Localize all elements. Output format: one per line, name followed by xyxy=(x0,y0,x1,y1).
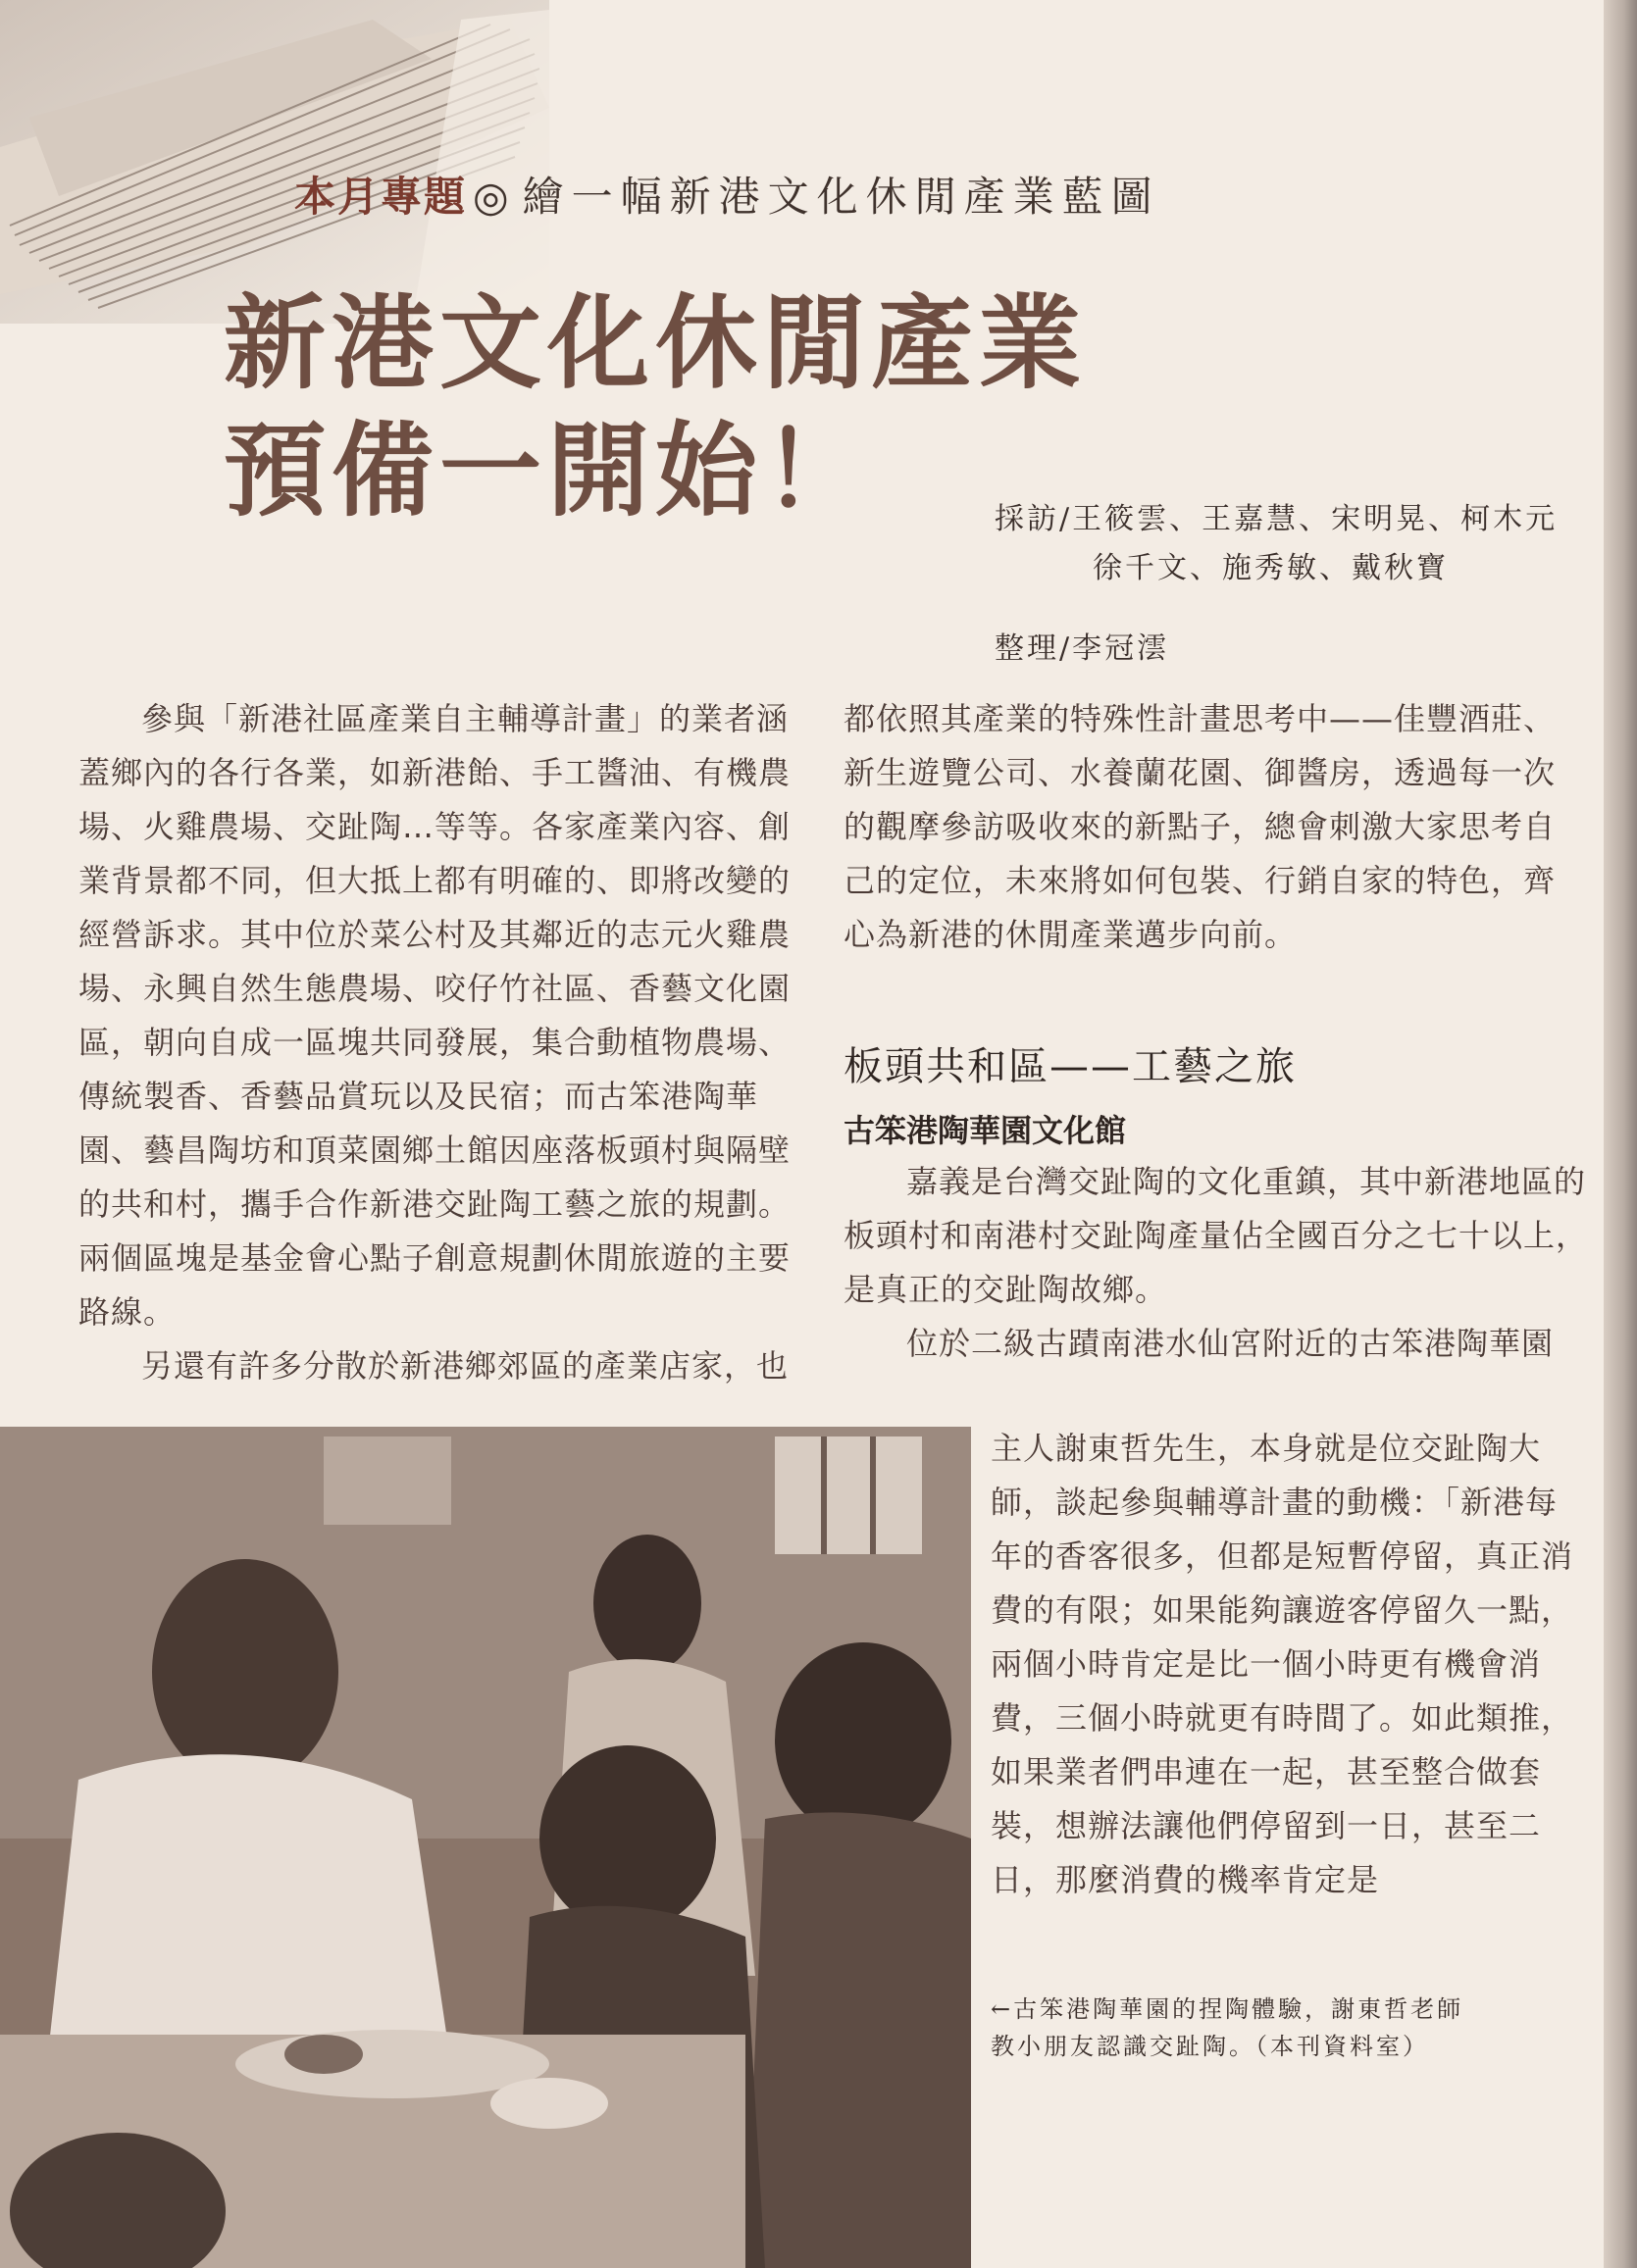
article-headline xyxy=(224,279,1087,534)
pottery-workshop-photo xyxy=(0,1427,971,2268)
caption-line-1: ←古笨港陶華園的捏陶體驗，謝東哲老師 xyxy=(991,1995,1464,2023)
paragraph: 嘉義是台灣交趾陶的文化重鎮，其中新港地區的板頭村和南港村交趾陶產量佔全國百分之七十以上，是真正的交趾陶故鄉。 xyxy=(844,1163,1589,1308)
paragraph: 參與「新港社區產業自主輔導計畫」的業者涵蓋鄉內的各行各業，如新港飴、手工醬油、有機農場、火雞農場、交趾陶…等等。各家產業內容、創業背景都不同，但大抵上都有明確的、即將改變的經營訴求。其中位於菜公村及其鄰近的志元火雞農場、永興自然生態農場、咬仔竹社區、香藝文化園區，朝向自成一區塊共同發展，集合動植物農場、傳統製香、香藝品賞玩以及民宿；而古笨港陶華園、藝昌陶坊和頂菜園鄉土館因座落板頭村與隔壁的共和村，攜手合作新港交趾陶工藝之旅的規劃。兩個區塊是基金會心點子創意規劃休閒旅遊的主要路線。 xyxy=(78,700,792,1331)
paragraph: 主人謝東哲先生，本身就是位交趾陶大師，談起參與輔導計畫的動機：「新港每年的香客很多，但都是短暫停留，真正消費的有限；如果能夠讓遊客停留久一點，兩個小時肯定是比一個小時更有機會消費，三個小時就更有時間了。如此類推，如果業者們串連在一起，甚至整合做套裝，想辦法讓他們停留到一日，甚至二日，那麼消費的機率肯定是 xyxy=(991,1430,1574,1898)
right-column-middle xyxy=(844,1155,1589,1371)
kicker-topic: 本月專題 xyxy=(294,173,468,221)
paragraph: 另還有許多分散於新港鄉郊區的產業店家，也 xyxy=(141,1347,790,1385)
kicker-separator-icon: ◎ xyxy=(473,173,517,221)
section-heading: 板頭共和區——工藝之旅 xyxy=(844,1044,1297,1089)
section-kicker xyxy=(294,165,1160,224)
right-column-top xyxy=(844,692,1569,962)
left-column xyxy=(78,692,804,1393)
page-edge-shadow xyxy=(1604,0,1637,2268)
byline-interviewers: 採訪/王筱雲、王嘉慧、宋明晃、柯木元 xyxy=(995,502,1559,536)
headline-line-1: 新港文化休閒產業 xyxy=(224,283,1088,403)
photo-caption xyxy=(991,1991,1463,2065)
subsection-heading: 古笨港陶華園文化館 xyxy=(844,1112,1127,1149)
caption-line-2: 教小朋友認識交趾陶。（本刊資料室） xyxy=(991,2033,1429,2060)
right-column-lower xyxy=(991,1422,1589,1907)
byline xyxy=(995,495,1558,674)
paragraph: 都依照其產業的特殊性計畫思考中——佳豐酒莊、新生遊覽公司、水養蘭花園、御醬房，透過每一次的觀摩參訪吸收來的新點子，總會刺激大家思考自己的定位，未來將如何包裝、行銷自家的特色，齊心為新港的休閒產業邁步向前。 xyxy=(844,700,1557,953)
byline-editor: 整理/李冠澐 xyxy=(995,631,1170,666)
byline-interviewers-continued: 徐千文、施秀敏、戴秋寶 xyxy=(1093,551,1449,585)
header-paper-bundle-image xyxy=(0,0,549,324)
kicker-subtitle: 繪一幅新港文化休閒產業藍圖 xyxy=(522,173,1160,221)
paragraph: 位於二級古蹟南港水仙宮附近的古笨港陶華園 xyxy=(906,1325,1555,1362)
headline-line-2: 預備一開始！ xyxy=(224,411,872,530)
